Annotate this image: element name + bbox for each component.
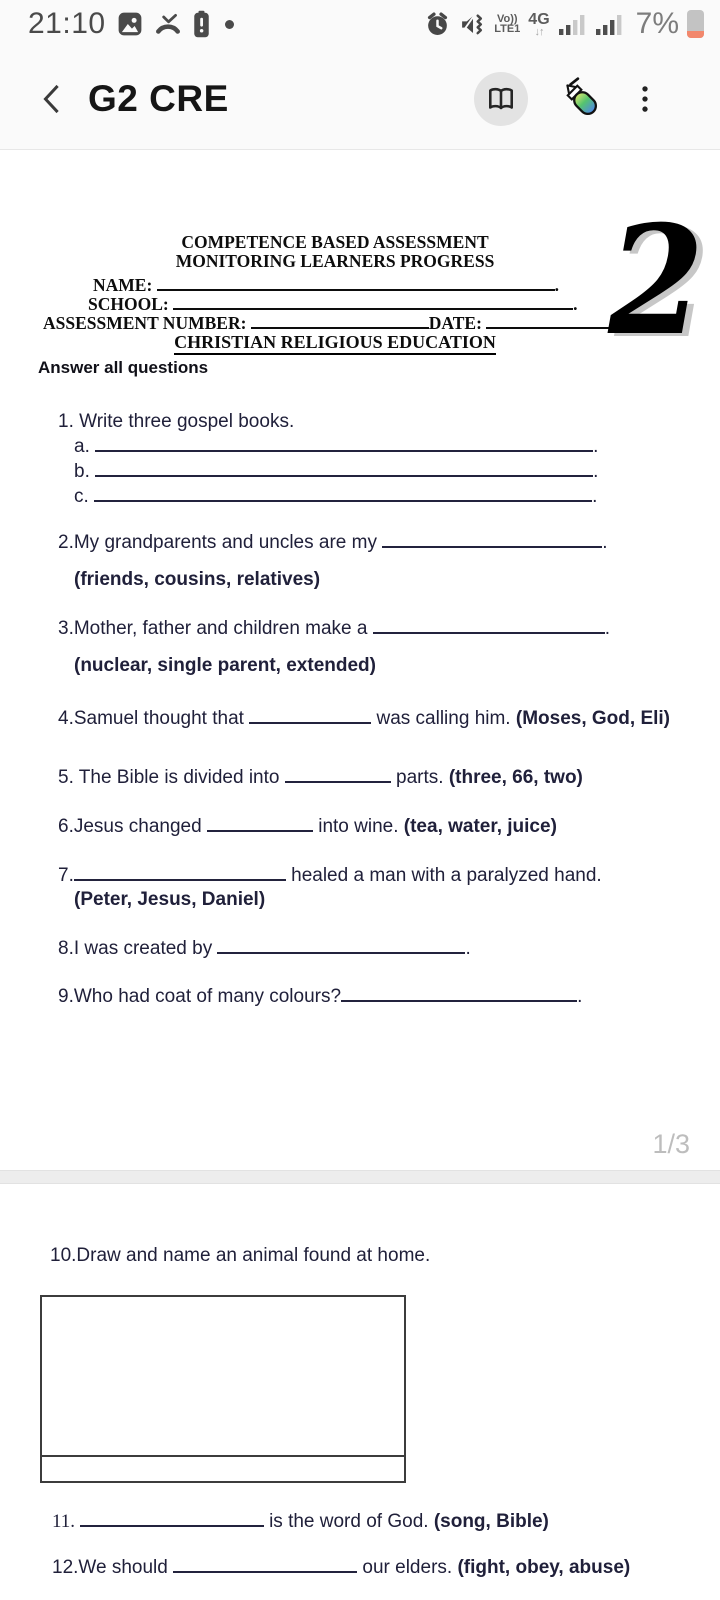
status-bar-left <box>28 7 234 41</box>
school-label: SCHOOL: <box>88 294 169 314</box>
blank-line <box>157 277 555 291</box>
app-bar <box>0 48 720 149</box>
question-6 <box>58 815 720 839</box>
question-text: was calling him. <box>371 708 516 729</box>
notification-dot-icon <box>225 20 234 29</box>
question-10 <box>50 1244 720 1268</box>
period: . <box>602 532 608 553</box>
question-11 <box>52 1510 720 1534</box>
question-2 <box>58 531 720 555</box>
question-text: Samuel thought that <box>73 708 250 729</box>
name-label: NAME: <box>93 275 153 295</box>
item-label: b. <box>74 461 96 482</box>
blank-line <box>249 709 371 724</box>
kebab-menu-icon <box>634 82 656 116</box>
blank-line <box>95 462 593 477</box>
item-label: c. <box>74 486 95 507</box>
instruction-text: Answer all questions <box>38 358 209 377</box>
data-arrows-icon: ↓↑ <box>534 25 544 38</box>
clock-text: 21:10 <box>28 7 106 40</box>
signal-strength-icon-sim2 <box>595 12 624 37</box>
question-number: 5. <box>58 767 79 788</box>
question-text: Jesus changed <box>73 816 207 837</box>
question-number: 2. <box>58 532 74 553</box>
blank-line <box>217 939 465 954</box>
period: . <box>592 486 598 507</box>
question-number: 9. <box>58 986 74 1007</box>
question-text: healed a man with a paralyzed hand. <box>285 865 602 886</box>
gallery-notification-icon <box>117 11 143 37</box>
missed-call-icon <box>154 11 182 38</box>
question-11-choices: (song, Bible) <box>433 1511 549 1532</box>
blank-line <box>80 1512 264 1527</box>
question-number: 4. <box>58 708 74 729</box>
more-menu-button[interactable] <box>634 82 656 116</box>
period: . <box>465 938 471 959</box>
network-type-label: 4G <box>528 10 550 28</box>
grade-numeral: 2 <box>607 193 704 369</box>
doc-title-line2: MONITORING LEARNERS PROGRESS <box>175 251 495 271</box>
alarm-icon <box>424 11 451 38</box>
period: . <box>604 618 611 639</box>
battery-alert-icon <box>193 10 210 38</box>
header <box>0 0 720 150</box>
blank-line <box>382 533 602 548</box>
question-text: The Bible is divided into <box>78 767 285 788</box>
question-7 <box>58 864 720 888</box>
period: . <box>577 986 583 1007</box>
question-12-choices: (fight, obey, abuse) <box>457 1557 631 1578</box>
period: . <box>554 275 560 295</box>
question-text: Mother, father and children make a <box>73 618 373 639</box>
question-text: We should <box>78 1557 174 1578</box>
question-number: 8. <box>58 938 74 959</box>
question-text: parts. <box>390 767 449 788</box>
blank-line <box>251 315 429 329</box>
question-number: 10. <box>50 1245 77 1266</box>
question-3-choices: (nuclear, single parent, extended) <box>74 655 376 676</box>
question-4-choices: (Moses, God, Eli) <box>515 708 670 729</box>
question-5-choices: (three, 66, two) <box>448 767 583 788</box>
blank-line <box>173 1558 357 1573</box>
reader-mode-button[interactable] <box>474 72 528 126</box>
app-bar-actions <box>474 72 720 126</box>
blank-line <box>207 817 313 832</box>
lte-label: LTE1 <box>494 23 521 35</box>
animal-name-strip <box>42 1457 404 1481</box>
question-4 <box>58 707 720 731</box>
blank-line <box>74 866 286 881</box>
question-2-choices: (friends, cousins, relatives) <box>74 569 321 590</box>
highlighter-button[interactable] <box>556 74 606 124</box>
assessment-number-label: ASSESSMENT NUMBER: <box>43 313 247 333</box>
blank-line <box>373 619 605 634</box>
question-text: Write three gospel books. <box>79 411 295 432</box>
page-indicator: 1/3 <box>652 1129 690 1159</box>
question-number: 3. <box>58 618 74 639</box>
question-12 <box>52 1556 720 1580</box>
question-1a <box>74 434 720 459</box>
question-text: is the word of God. <box>263 1511 434 1532</box>
blank-line <box>341 987 577 1002</box>
question-number: 7. <box>58 865 74 886</box>
period: . <box>593 461 599 482</box>
blank-line <box>94 487 592 502</box>
blank-line <box>95 437 593 452</box>
question-7-choices: (Peter, Jesus, Daniel) <box>74 889 266 910</box>
question-1 <box>58 410 720 434</box>
question-9 <box>58 985 720 1009</box>
question-number: 1. <box>58 411 80 432</box>
question-number: 11. <box>52 1511 80 1532</box>
back-button[interactable] <box>30 75 74 123</box>
volte-indicator <box>494 14 520 34</box>
mute-vibrate-icon <box>459 12 486 37</box>
question-1c <box>74 484 720 509</box>
question-text: I was created by <box>73 938 218 959</box>
question-6-choices: (tea, water, juice) <box>403 816 557 837</box>
chevron-left-icon <box>38 79 66 119</box>
question-number: 6. <box>58 816 74 837</box>
question-number: 12. <box>52 1557 79 1578</box>
page-title: G2 CRE <box>88 77 229 119</box>
page-separator <box>0 1170 720 1184</box>
question-5 <box>58 766 720 790</box>
question-3 <box>58 617 720 641</box>
document-viewer[interactable] <box>0 150 720 1600</box>
blank-line <box>173 296 573 310</box>
battery-level-icon <box>687 10 704 38</box>
document-page-1 <box>0 150 720 1170</box>
question-text: My grandparents and uncles are my <box>73 532 383 553</box>
highlighter-pen-icon <box>556 74 606 124</box>
question-text: into wine. <box>312 816 404 837</box>
network-type-indicator <box>528 12 549 37</box>
period: . <box>593 436 599 457</box>
drawing-box <box>40 1295 406 1483</box>
doc-title-line1: COMPETENCE BASED ASSESSMENT <box>181 232 489 252</box>
question-1b <box>74 459 720 484</box>
status-bar-right <box>424 7 704 41</box>
item-label: a. <box>74 436 96 457</box>
question-8 <box>58 937 720 961</box>
open-book-icon <box>486 85 516 112</box>
status-bar <box>0 0 720 48</box>
question-text: our elders. <box>357 1557 458 1578</box>
blank-line <box>285 768 391 783</box>
document-page-2 <box>0 1184 720 1600</box>
question-text: Draw and name an animal found at home. <box>76 1245 431 1266</box>
date-label: DATE: <box>428 313 482 333</box>
subject-heading-row <box>0 333 670 355</box>
period: . <box>573 294 578 314</box>
subject-heading: CHRISTIAN RELIGIOUS EDUCATION <box>174 333 496 355</box>
battery-percent-text: 7% <box>635 7 679 40</box>
drawing-area <box>42 1297 404 1457</box>
question-text: Who had coat of many colours? <box>73 986 342 1007</box>
signal-strength-icon-sim1 <box>558 12 587 37</box>
volte-label: Vo)) <box>496 13 518 25</box>
